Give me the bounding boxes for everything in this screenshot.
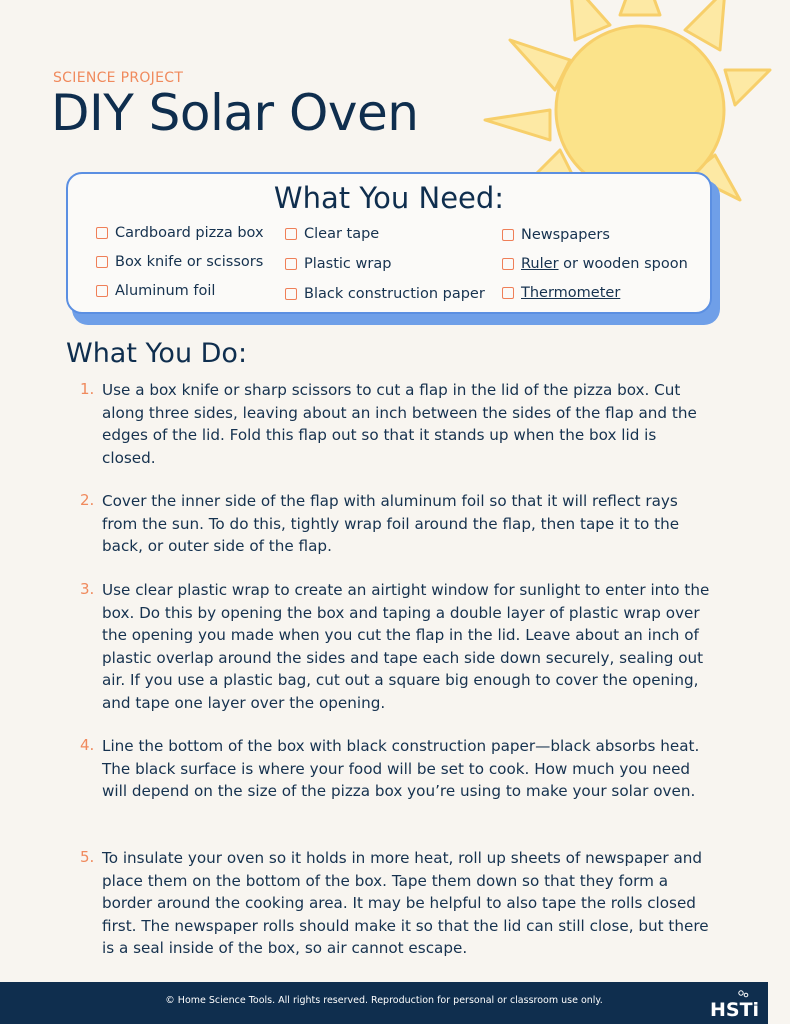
step-2: [72, 490, 712, 558]
checkbox-icon[interactable]: [502, 287, 514, 299]
eyebrow-label: SCIENCE PROJECT: [53, 70, 184, 86]
checklist-item-pizza-box[interactable]: [96, 223, 264, 243]
ruler-link[interactable]: Ruler: [521, 256, 559, 272]
step-text: To insulate your oven so it holds in more heat, roll up sheets of newspaper and place them on the bottom of the box. Tape them down so that they form a border around the cooking area. It may be helpful to also tape the rolls closed first. The newspaper rolls should make it so that the lid can still close, but there is a seal inside of the box, so air cannot escape.: [102, 849, 709, 958]
hsti-logo: [708, 988, 760, 1021]
step-4: [72, 735, 712, 803]
checklist-item-black-paper[interactable]: [285, 284, 485, 304]
checklist-item-label: Box knife or scissors: [115, 254, 264, 270]
page-title: DIY Solar Oven: [51, 84, 419, 142]
needs-heading: What You Need:: [273, 181, 505, 215]
checklist-item-label: Black construction paper: [304, 286, 485, 302]
checklist-item-newspapers[interactable]: [502, 225, 610, 245]
step-number: 3.: [80, 580, 95, 598]
checklist-item-aluminum-foil[interactable]: [96, 281, 215, 301]
step-5: [72, 847, 712, 960]
checklist-item-label: Newspapers: [521, 227, 610, 243]
step-text: Line the bottom of the box with black construction paper—black absorbs heat. The black surface is where your food will be set to cook. How much you need will depend on the size of the pizza box you’re using to make your solar oven.: [102, 737, 700, 801]
step-number: 4.: [80, 736, 95, 754]
step-text: Cover the inner side of the flap with aluminum foil so that it will reflect rays from the sun. To do this, tightly wrap foil around the flap, then tape it to the back, or outer side of the flap.: [102, 492, 680, 556]
checkbox-icon[interactable]: [285, 228, 297, 240]
checklist-item-ruler[interactable]: [502, 254, 688, 274]
step-text: Use a box knife or sharp scissors to cut a flap in the lid of the pizza box. Cut along three sides, leaving about an inch between the sides of the flap and the edges of the lid. Fold this flap out so that it stands up when the box lid is closed.: [102, 381, 697, 467]
thermometer-link[interactable]: Thermometer: [521, 285, 621, 301]
checklist-item-label: Aluminum foil: [115, 283, 216, 299]
checklist-item-plastic-wrap[interactable]: [285, 254, 391, 274]
checklist-item-box-knife[interactable]: [96, 252, 263, 272]
checklist-item-clear-tape[interactable]: [285, 224, 379, 244]
checkbox-icon[interactable]: [96, 256, 108, 268]
checkbox-icon[interactable]: [96, 227, 108, 239]
copyright-text: © Home Science Tools. All rights reserved. Reproduction for personal or classroom use only.: [165, 995, 603, 1006]
step-3: [72, 579, 712, 715]
checkbox-icon[interactable]: [502, 229, 514, 241]
footer: [0, 982, 768, 1024]
needs-box: [66, 172, 712, 314]
steps-heading: What You Do:: [66, 338, 248, 369]
step-1: [72, 379, 712, 469]
checklist-item-label: Plastic wrap: [304, 256, 392, 272]
checkbox-icon[interactable]: [502, 258, 514, 270]
logo-text: HSTi: [710, 999, 760, 1021]
checklist-item-label: Cardboard pizza box: [115, 225, 264, 241]
checkbox-icon[interactable]: [285, 288, 297, 300]
step-number: 2.: [80, 491, 95, 509]
checklist-item-label: or wooden spoon: [558, 256, 688, 272]
checkbox-icon[interactable]: [285, 258, 297, 270]
step-number: 5.: [80, 848, 95, 866]
checkbox-icon[interactable]: [96, 285, 108, 297]
checklist-item-thermometer[interactable]: [502, 283, 620, 303]
step-number: 1.: [80, 380, 95, 398]
checklist-item-label: Clear tape: [304, 226, 380, 242]
step-text: Use clear plastic wrap to create an airtight window for sunlight to enter into the box. Do this by opening the box and taping a double layer of plastic wrap over the opening you made when you cut the flap in the lid. Leave about an inch of plastic overlap around the sides and tape each side down securely, sealing out air. If you use a plastic bag, cut out a square big enough to cover the opening, and tape one layer over the opening.: [102, 581, 710, 712]
